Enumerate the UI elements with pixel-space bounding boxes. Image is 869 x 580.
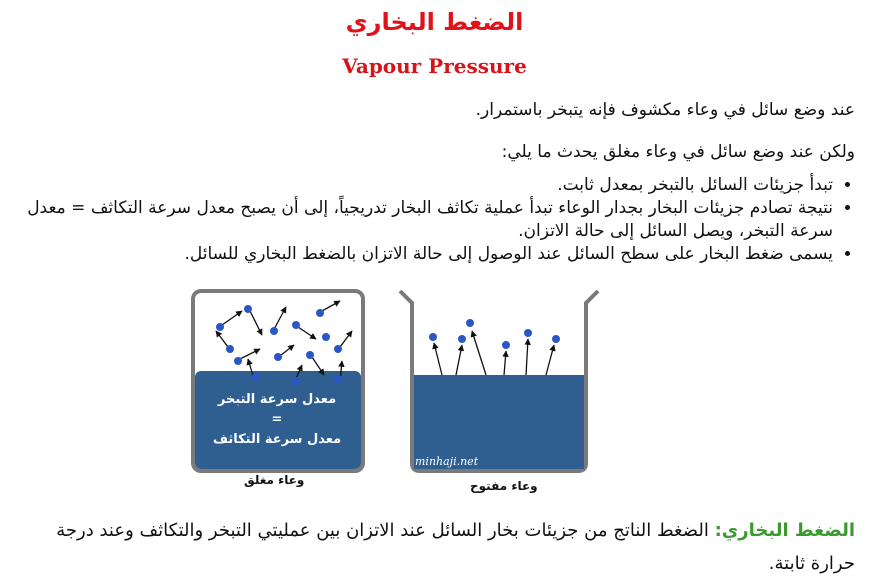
closed-container-caption: وعاء مغلق [244, 473, 305, 487]
page-title-arabic: الضغط البخاري [345, 8, 524, 36]
open-container-paragraph: عند وضع سائل في وعاء مكشوف فإنه يتبخر باستمرار. [475, 100, 855, 120]
open-container-caption: وعاء مفتوح [470, 479, 538, 493]
closed-container-paragraph: ولكن عند وضع سائل في وعاء مغلق يحدث ما يلي: [501, 142, 855, 162]
condensation-rate-label: معدل سرعة التكاثف [212, 432, 342, 447]
list-item: • يسمى ضغط البخار على سطح السائل عند الوصول إلى حالة الاتزان بالضغط البخاري للسائل. [23, 243, 833, 266]
definition [15, 514, 855, 580]
list-item: • نتيجة تصادم جزيئات البخار بجدار الوعاء تبدأ عملية تكاثف البخار تدريجياً، إلى أن يصبح معدل سرعة التكاثف = معدل سرعة التبخر، ويصل السائل إلى حالة الاتزان. [23, 197, 833, 243]
watermark: minhaji.net [415, 455, 479, 468]
page-title-english: Vapour Pressure [342, 54, 527, 78]
equals-sign: = [271, 412, 283, 427]
definition-text: الضغط الناتج من جزيئات بخار السائل عند الاتزان بين عمليتي التبخر والتكاثف وعند درجة حرارة ثابتة. [56, 520, 855, 574]
evaporation-rate-label: معدل سرعة التبخر [217, 392, 337, 407]
definition-term: الضغط البخاري: [714, 520, 855, 541]
list-item: • تبدأ جزيئات السائل بالتبخر بمعدل ثابت. [23, 174, 833, 197]
process-list [23, 174, 855, 266]
